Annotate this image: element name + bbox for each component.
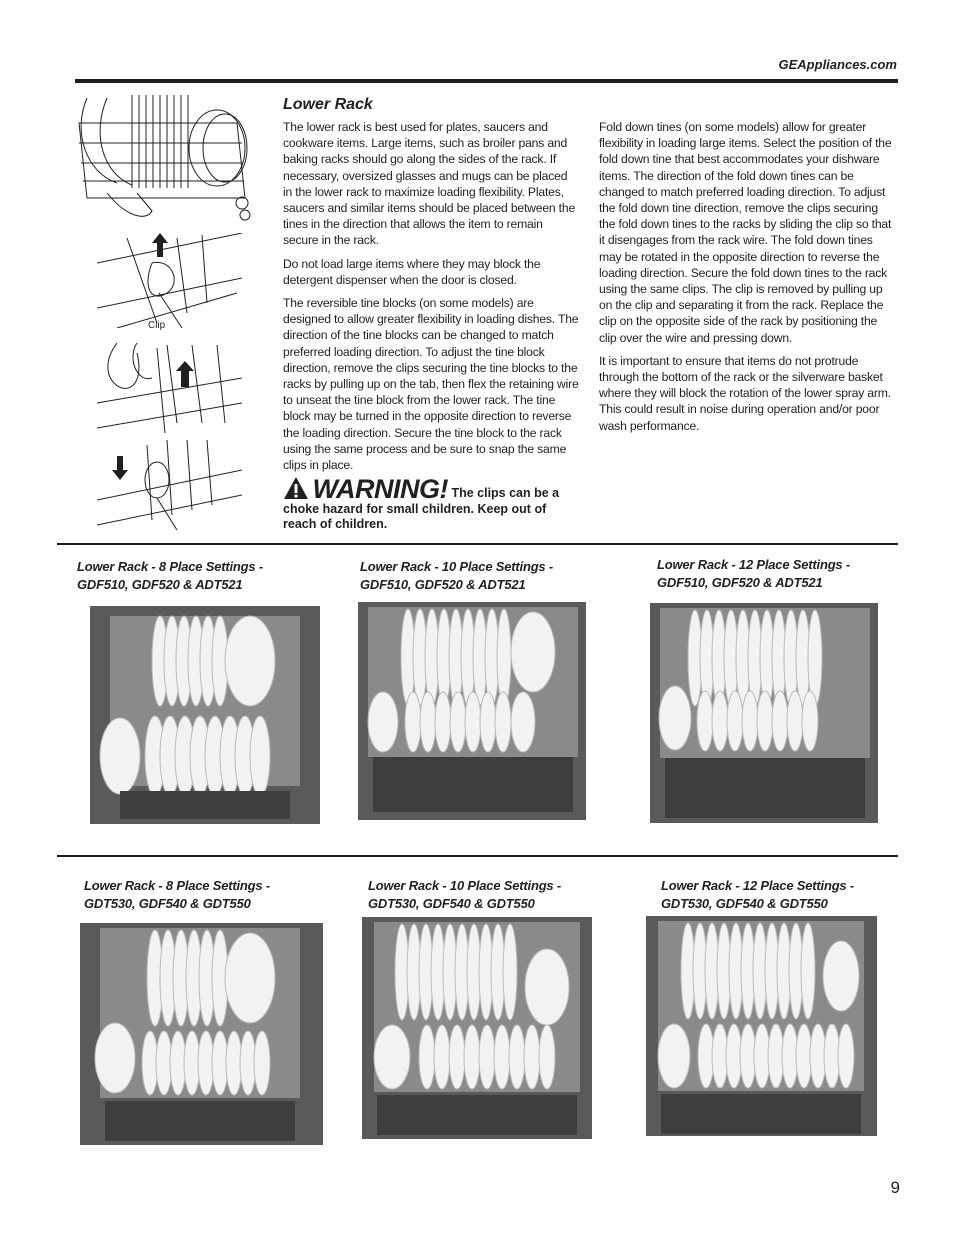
caption-line: GDT530, GDF540 & GDT550 [84,896,251,911]
caption [77,558,337,594]
caption-line: GDF510, GDF520 & ADT521 [657,575,823,590]
divider [57,855,898,857]
rack-illustration [77,93,257,223]
site-url: GEAppliances.com [778,57,897,72]
section-title: Lower Rack [283,96,373,113]
divider [57,543,898,545]
rack-photo [362,917,592,1139]
caption-line: Lower Rack - 12 Place Settings - [661,878,855,893]
paragraph: The lower rack is best used for plates, saucers and cookware items. Large items, such as broiler pans and baking racks should go along the sides of the rack. If necessary, oversized glasses and mugs can be placed in the lower rack to maximize loading flexibility. Plates, saucers and similar items should be placed between the tines in the direction that allows the item to remain secure in the rack. [283,120,576,248]
caption-line: GDT530, GDF540 & GDT550 [368,896,535,911]
caption-line: Lower Rack - 8 Place Settings - [84,878,270,893]
column-1 [283,119,579,480]
clip-label: Clip [148,320,166,331]
rack-photo [90,606,320,824]
rack-photo [646,916,877,1136]
caption [657,556,897,592]
column-2 [599,119,897,441]
caption-line: GDF510, GDF520 & ADT521 [360,577,526,592]
paragraph: The reversible tine blocks (on some models) are designed to allow greater flexibility in loading dishes. The direction of the tine blocks can be changed to match preferred loading direction. To adjust the tine block direction, remove the clips securing the tine blocks to the racks by pulling up on the tab, then flex the retaining wire to unseat the tine block from the lower rack. The tine block may be turned in the opposite direction to reverse the loading direction. Secure the tine block to the rack using the same process and be sure to snap the same clips in place. [283,296,579,473]
caption-line: Lower Rack - 8 Place Settings - [77,559,263,574]
paragraph: Fold down tines (on some models) allow for greater flexibility in loading large items. Select the position of the fold down tine that best accommodates your dishware items. The direction of the fold down tines can be changed to match preferred loading direction. To adjust the fold down tine direction, remove the clips securing the fold down tines to the racks by sliding the clip so that it disengages from the rack wire. The fold down tines may be rotated in the opposite direction to reverse the loading direction. Secure the fold down tines to the rack using the same clips. The clip is removed by pulling up on the clip and separating it from the rack. Replace the clip on the opposite side of the rack by positioning the clip over the wire and pressing down. [599,120,892,345]
warning-word: WARNING! [312,474,448,504]
caption-line: GDF510, GDF520 & ADT521 [77,577,243,592]
page-number: 9 [890,1178,900,1197]
caption-line: GDT530, GDF540 & GDT550 [661,896,828,911]
paragraph: It is important to ensure that items do not protrude through the bottom of the rack or the silverware basket where they will block the rotation of the lower spray arm. This could result in noise during operation and/or poor wash performance. [599,353,891,433]
rack-photo [650,603,878,823]
paragraph: Do not load large items where they may block the detergent dispenser when the door is closed. [283,256,541,287]
rack-photo [358,602,586,820]
caption-line: Lower Rack - 10 Place Settings - [360,559,554,574]
rack-photo [80,923,323,1145]
warning-icon [283,486,312,500]
clip-illustration [97,233,242,328]
caption [360,558,620,594]
caption [84,877,334,913]
tine-block-illustration [97,343,242,438]
caption [368,877,618,913]
caption-line: Lower Rack - 12 Place Settings - [657,557,851,572]
caption [661,877,901,913]
warning-box [283,476,581,533]
caption-line: Lower Rack - 10 Place Settings - [368,878,562,893]
fold-tine-illustration [97,440,242,532]
warning-text: The clips can be a choke hazard for small children. Keep out of reach of children. [283,486,560,531]
header-rule [75,79,898,83]
